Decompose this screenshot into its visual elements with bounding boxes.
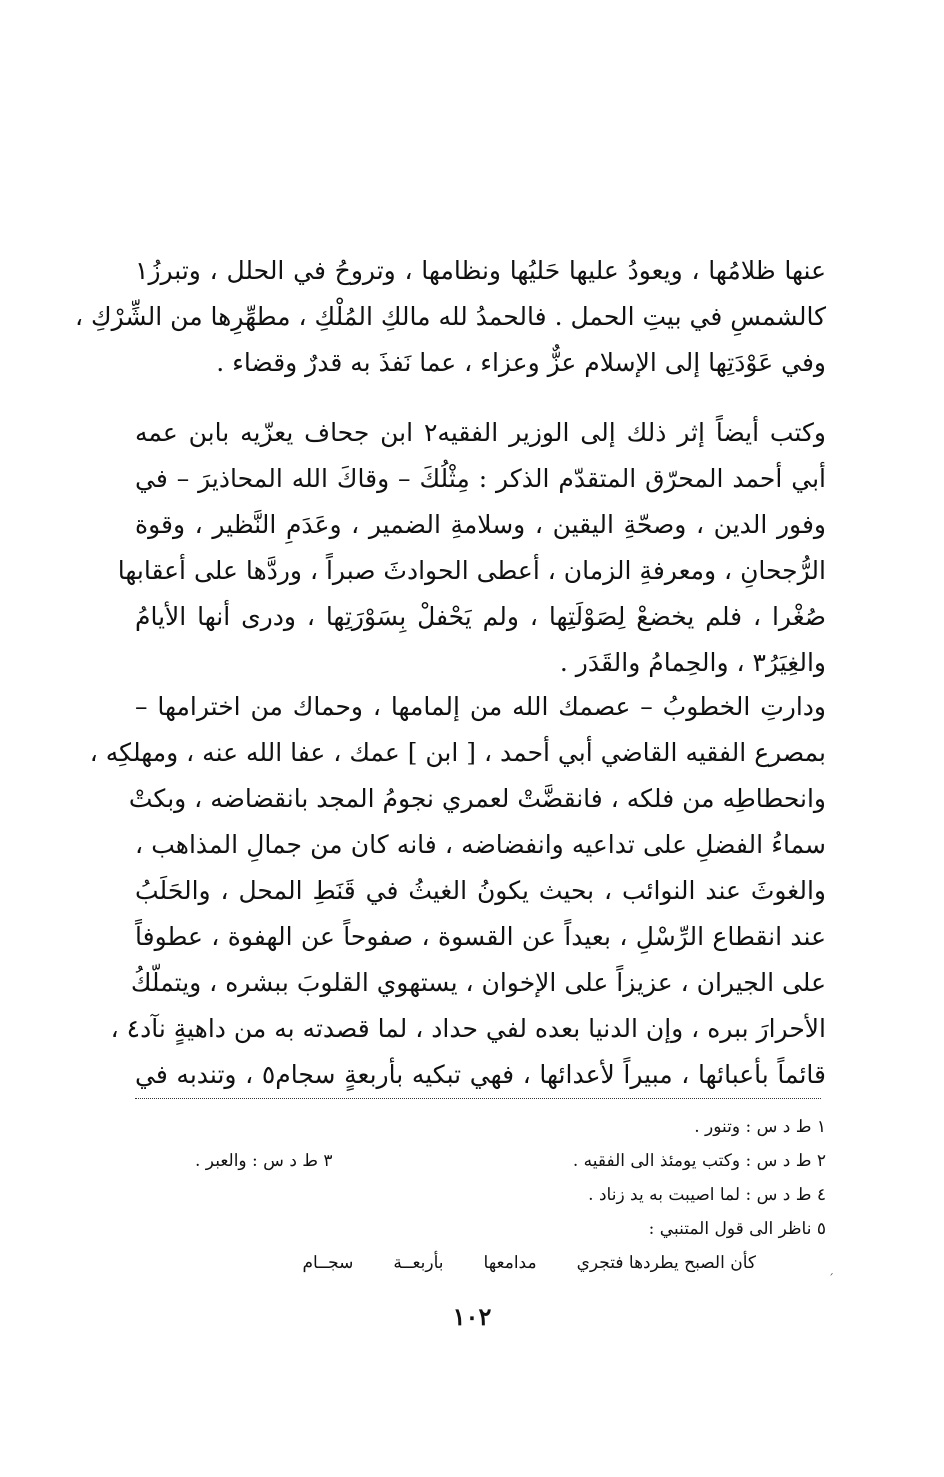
footnotes bbox=[135, 1110, 826, 1280]
verse-part: مدامعها bbox=[483, 1253, 537, 1273]
text-line: أبي أحمد المحرّق المتقدّم الذكر : مِثْلُكَ – وقاكَ الله المحاذيرَ – في bbox=[135, 464, 826, 493]
text-line: صُغْرا ، فلم يخضعْ لِصَوْلَتِها ، ولم يَحْفلْ بِسَوْرَتِها ، ودرى أنها الأيامُ bbox=[135, 602, 826, 631]
footnote-row bbox=[135, 1144, 826, 1178]
text-line: عنها ظلامُها ، ويعودُ عليها حَليُها ونظامها ، وتروحُ في الحلل ، وتبرزُ١ bbox=[135, 256, 826, 285]
text-line: والغِيَرُ٣ ، والحِمامُ والقَدَر . bbox=[559, 648, 826, 677]
footnote-1: ١ ط د س : وتنور . bbox=[694, 1117, 826, 1137]
footnote-divider bbox=[135, 1098, 821, 1099]
footnote-row bbox=[135, 1110, 826, 1144]
verse-part: سجــام bbox=[302, 1253, 354, 1273]
text-line: وانحطاطِه من فلكه ، فانقضَّتْ لعمري نجومُ المجد بانقضاضه ، وبكتْ bbox=[128, 784, 826, 813]
verse-part: بأربعــة bbox=[393, 1253, 444, 1273]
verse-part: كأن الصبح يطردها فتجري bbox=[576, 1253, 756, 1273]
text-line: كالشمسِ في بيتِ الحمل . فالحمدُ لله مالكِ المُلْكِ ، مطهِّرِها من الشِّرْكِ ، bbox=[74, 302, 826, 331]
footnote-row bbox=[135, 1178, 826, 1212]
text-line: عند انقطاع الرِّسْلِ ، بعيداً عن القسوة ، صفوحاً عن الهفوة ، عطوفاً bbox=[135, 922, 826, 951]
stray-pen-mark: ˊ bbox=[828, 1272, 834, 1286]
text-line: سماءُ الفضلِ على تداعيه وانفضاضه ، فانه كان من جمالِ المذاهب ، bbox=[135, 830, 826, 859]
text-line: وفور الدين ، وصحّةِ اليقين ، وسلامةِ الضمير ، وعَدَمِ النَّظير ، وقوة bbox=[135, 510, 826, 539]
paragraph-2 bbox=[117, 410, 826, 686]
text-line: وفي عَوْدَتِها إلى الإسلام عزٌّ وعزاء ، عما نَفذَ به قدرٌ وقضاء . bbox=[216, 348, 826, 377]
paragraph-1 bbox=[74, 248, 826, 386]
text-line: الرُّجحانِ ، ومعرفةِ الزمان ، أعطى الحوادثَ صبراً ، وردَّها على أعقابها bbox=[117, 556, 826, 585]
text-line: على الجيران ، عزيزاً على الإخوان ، يستهوي القلوبَ ببشره ، ويتملّكُ bbox=[130, 968, 826, 997]
footnote-2: ٢ ط د س : وكتب يومئذ الى الفقيه . bbox=[572, 1151, 826, 1171]
footnote-row bbox=[135, 1212, 826, 1246]
text-line: قائماً بأعبائها ، مبيراً لأعدائها ، فهي تبكيه بأربعةٍ سجام٥ ، وتندبه في bbox=[135, 1060, 826, 1089]
footnote-4: ٤ ط د س : لما اصيبت به يد زناد . bbox=[588, 1185, 826, 1205]
text-line: ودارتِ الخطوبُ – عصمك الله من إلمامها ، وحماك من اخترامها – bbox=[135, 692, 826, 721]
page-number: ١٠٢ bbox=[452, 1302, 492, 1331]
text-line: والغوثَ عند النوائب ، بحيث يكونُ الغيثُ في قَنَطِ المحل ، والحَلَبُ bbox=[135, 876, 826, 905]
footnote-3: ٣ ط د س : والعبر . bbox=[195, 1151, 333, 1171]
footnote-5: ٥ ناظر الى قول المتنبي : bbox=[648, 1219, 826, 1239]
text-line: بمصرع الفقيه القاضي أبي أحمد ، [ ابن ] عمك ، عفا الله عنه ، ومهلكِه ، bbox=[89, 738, 826, 767]
text-line: الأحرارَ ببره ، وإن الدنيا بعده لفي حداد ، لما قصدته به من داهيةٍ نآد٤ ، bbox=[110, 1014, 826, 1043]
paragraph-3 bbox=[89, 684, 826, 1098]
footnote-verse bbox=[135, 1246, 826, 1280]
text-line: وكتب أيضاً إثر ذلك إلى الوزير الفقيه٢ ابن جحاف يعزّيه بابن عمه bbox=[135, 418, 826, 447]
